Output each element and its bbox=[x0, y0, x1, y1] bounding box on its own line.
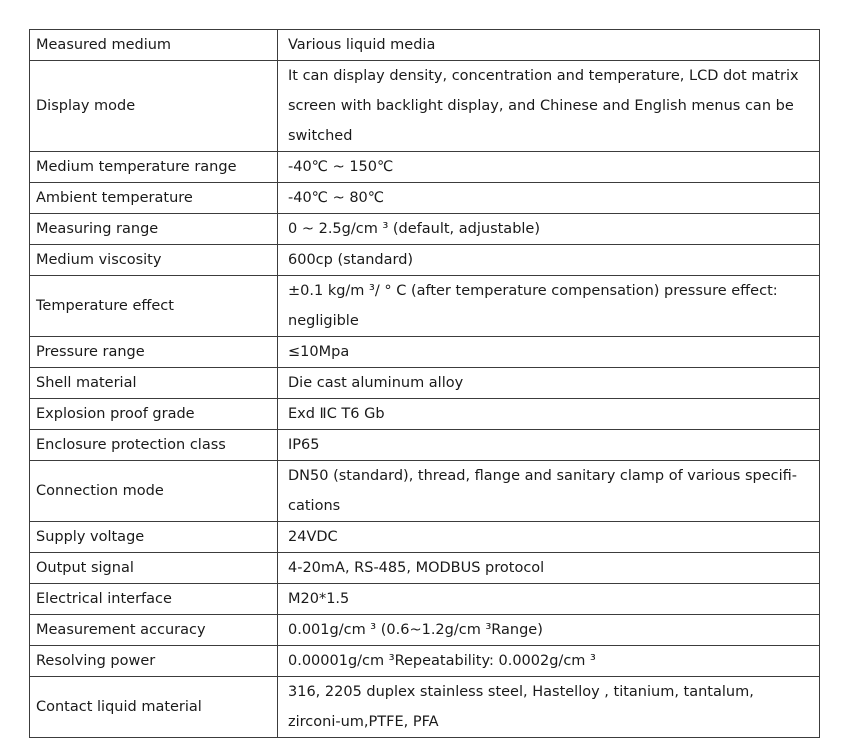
row-label: Measured medium bbox=[30, 30, 278, 61]
row-label: Connection mode bbox=[30, 461, 278, 522]
row-label: Output signal bbox=[30, 553, 278, 584]
table-row bbox=[30, 183, 820, 214]
table-row bbox=[30, 677, 820, 738]
table-row bbox=[30, 430, 820, 461]
row-label: Explosion proof grade bbox=[30, 399, 278, 430]
row-label: Supply voltage bbox=[30, 522, 278, 553]
table-row bbox=[30, 61, 820, 152]
row-label: Temperature effect bbox=[30, 276, 278, 337]
row-value: Various liquid media bbox=[278, 30, 820, 61]
row-value: DN50 (standard), thread, flange and sanitary clamp of various specifi-cations bbox=[278, 461, 820, 522]
row-value: 316, 2205 duplex stainless steel, Hastelloy , titanium, tantalum, zirconi-um,PTFE, PFA bbox=[278, 677, 820, 738]
table-row bbox=[30, 368, 820, 399]
row-value: It can display density, concentration and temperature, LCD dot matrix screen with backlight display, and Chinese and English menus can be switched bbox=[278, 61, 820, 152]
row-label: Medium temperature range bbox=[30, 152, 278, 183]
row-label: Shell material bbox=[30, 368, 278, 399]
row-label: Enclosure protection class bbox=[30, 430, 278, 461]
row-label: Medium viscosity bbox=[30, 245, 278, 276]
table-row bbox=[30, 646, 820, 677]
row-value: ≤10Mpa bbox=[278, 337, 820, 368]
row-label: Pressure range bbox=[30, 337, 278, 368]
row-label: Display mode bbox=[30, 61, 278, 152]
row-label: Measurement accuracy bbox=[30, 615, 278, 646]
row-value: Die cast aluminum alloy bbox=[278, 368, 820, 399]
row-value: 600cp (standard) bbox=[278, 245, 820, 276]
row-label: Measuring range bbox=[30, 214, 278, 245]
row-value: M20*1.5 bbox=[278, 584, 820, 615]
row-value: Exd ⅡC T6 Gb bbox=[278, 399, 820, 430]
table-row bbox=[30, 522, 820, 553]
row-label: Resolving power bbox=[30, 646, 278, 677]
table-row bbox=[30, 615, 820, 646]
row-value: 24VDC bbox=[278, 522, 820, 553]
table-row bbox=[30, 214, 820, 245]
table-row bbox=[30, 399, 820, 430]
table-row bbox=[30, 276, 820, 337]
table-row bbox=[30, 245, 820, 276]
row-value: IP65 bbox=[278, 430, 820, 461]
row-value: 0.00001g/cm ³Repeatability: 0.0002g/cm ³ bbox=[278, 646, 820, 677]
row-label: Electrical interface bbox=[30, 584, 278, 615]
row-value: 0 ~ 2.5g/cm ³ (default, adjustable) bbox=[278, 214, 820, 245]
row-label: Contact liquid material bbox=[30, 677, 278, 738]
row-label: Ambient temperature bbox=[30, 183, 278, 214]
table-row bbox=[30, 584, 820, 615]
row-value: -40℃ ~ 80℃ bbox=[278, 183, 820, 214]
specification-table bbox=[29, 29, 820, 738]
row-value: -40℃ ~ 150℃ bbox=[278, 152, 820, 183]
row-value: 0.001g/cm ³ (0.6~1.2g/cm ³Range) bbox=[278, 615, 820, 646]
table-row bbox=[30, 553, 820, 584]
row-value: ±0.1 kg/m ³/ ° C (after temperature compensation) pressure effect: negligible bbox=[278, 276, 820, 337]
table-row bbox=[30, 337, 820, 368]
table-row bbox=[30, 461, 820, 522]
table-row bbox=[30, 30, 820, 61]
table-row bbox=[30, 152, 820, 183]
row-value: 4-20mA, RS-485, MODBUS protocol bbox=[278, 553, 820, 584]
